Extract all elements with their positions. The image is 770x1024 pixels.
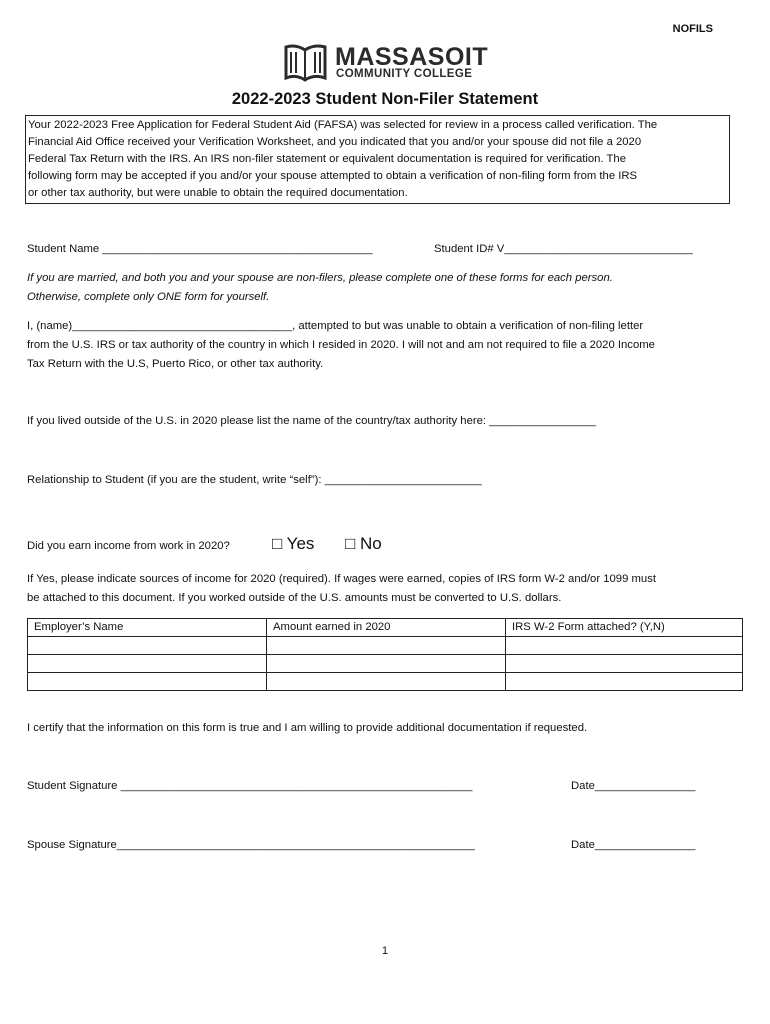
amount-earned-header: Amount earned in 2020 xyxy=(267,619,506,637)
page-title: 2022-2023 Student Non-Filer Statement xyxy=(231,90,539,108)
logo-name: MASSASOIT xyxy=(335,43,489,71)
table-header-row xyxy=(28,619,743,637)
employer-name-cell[interactable] xyxy=(28,655,267,673)
no-checkbox[interactable]: □ No xyxy=(345,534,382,553)
w2-cell[interactable] xyxy=(506,655,743,673)
instruction-line: Otherwise, complete only ONE form for yourself. xyxy=(27,291,270,303)
employer-name-cell[interactable] xyxy=(28,673,267,691)
college-logo xyxy=(283,43,498,83)
country-field[interactable]: If you lived outside of the U.S. in 2020 please list the name of the country/tax authority here: _________________ xyxy=(27,415,596,427)
income-note-line: be attached to this document. If you worked outside of the U.S. amounts must be converted to U.S. dollars. xyxy=(27,592,562,604)
page-number: 1 xyxy=(381,945,389,957)
intro-line: following form may be accepted if you and/or your spouse attempted to obtain a verification of non-filing form from the IRS xyxy=(28,170,638,182)
intro-line: Federal Tax Return with the IRS. An IRS non-filer statement or equivalent documentation is required for verification. The xyxy=(28,153,626,165)
amount-cell[interactable] xyxy=(267,655,506,673)
student-id-field[interactable]: Student ID# V______________________________ xyxy=(434,243,693,255)
table-row xyxy=(28,655,743,673)
income-question: Did you earn income from work in 2020? xyxy=(27,540,230,552)
student-date-field[interactable]: Date________________ xyxy=(571,780,696,792)
w2-cell[interactable] xyxy=(506,637,743,655)
w2-cell[interactable] xyxy=(506,673,743,691)
employer-name-header: Employer’s Name xyxy=(28,619,267,637)
instruction-line: If you are married, and both you and your spouse are non-filers, please complete one of these forms for each person. xyxy=(27,272,613,284)
certification-text: I certify that the information on this form is true and I am willing to provide additional documentation if requested. xyxy=(27,722,588,734)
yes-checkbox[interactable]: □ Yes xyxy=(272,534,315,553)
intro-line: Your 2022-2023 Free Application for Federal Student Aid (FAFSA) was selected for review in a process called verification. The xyxy=(28,119,658,131)
amount-cell[interactable] xyxy=(267,673,506,691)
book-logo-icon xyxy=(283,43,329,83)
attestation-line: from the U.S. IRS or tax authority of the country in which I resided in 2020. I will not and am not required to file a 2020 Income xyxy=(27,339,655,351)
student-signature-field[interactable]: Student Signature ________________________________________________________ xyxy=(27,780,473,792)
table-row xyxy=(28,673,743,691)
logo-subtitle: COMMUNITY COLLEGE xyxy=(336,68,473,80)
relationship-field[interactable]: Relationship to Student (if you are the student, write “self”): _________________________ xyxy=(27,474,482,486)
income-note-line: If Yes, please indicate sources of income for 2020 (required). If wages were earned, copies of IRS form W-2 and/or 1099 must xyxy=(27,573,656,585)
table-row xyxy=(28,637,743,655)
spouse-date-field[interactable]: Date________________ xyxy=(571,839,696,851)
spouse-signature-field[interactable]: Spouse Signature_________________________________________________________ xyxy=(27,839,475,851)
attestation-line[interactable]: I, (name)___________________________________, attempted to but was unable to obtain a verification of non-filing letter xyxy=(27,320,644,332)
intro-box xyxy=(25,115,730,204)
employer-name-cell[interactable] xyxy=(28,637,267,655)
student-name-field[interactable]: Student Name ___________________________________________ xyxy=(27,243,373,255)
form-code: NOFILS xyxy=(672,23,713,35)
amount-cell[interactable] xyxy=(267,637,506,655)
attestation-line: Tax Return with the U.S, Puerto Rico, or other tax authority. xyxy=(27,358,324,370)
intro-line: Financial Aid Office received your Verification Worksheet, and you indicated that you and/or your spouse did not file a 2020 xyxy=(28,136,642,148)
intro-line: or other tax authority, but were unable to obtain the required documentation. xyxy=(28,187,408,199)
employer-table xyxy=(27,618,743,691)
w2-attached-header: IRS W-2 Form attached? (Y,N) xyxy=(506,619,743,637)
